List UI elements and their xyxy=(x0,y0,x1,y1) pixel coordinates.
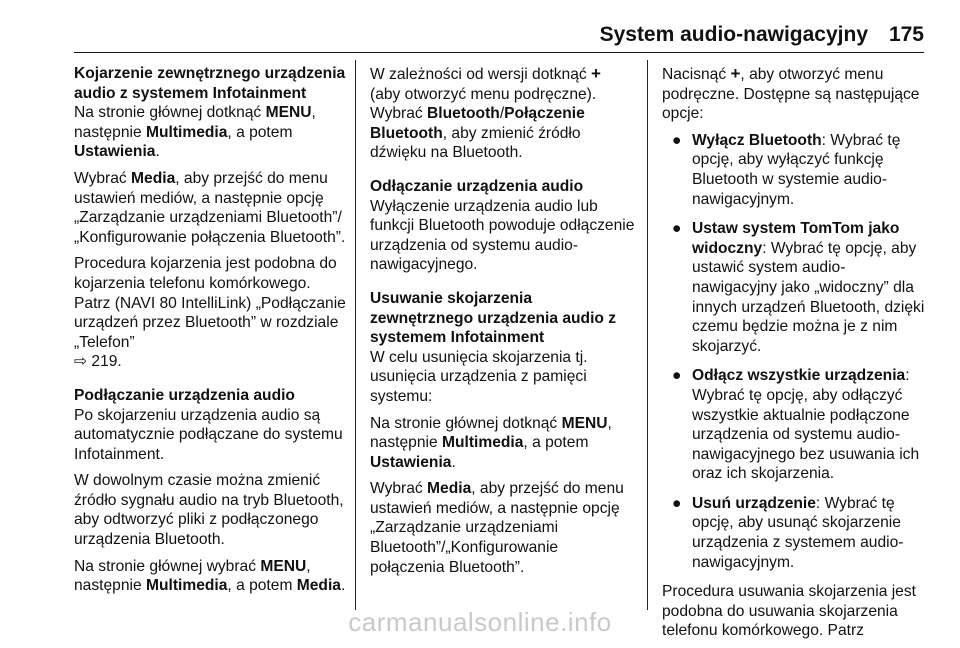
plus-icon: + xyxy=(591,64,601,83)
list-item: ● Wyłącz Bluetooth: Wybrać tę opcję, aby wyłączyć funkcję Bluetooth w systemie audio-nawigacyjnym. xyxy=(672,131,901,208)
section-heading: Podłączanie urządzenia audio xyxy=(74,386,295,404)
paragraph: W dowolnym czasie można zmienić źródło sygnału audio na tryb Bluetooth, aby odtworzyć pliki z podłączonego urządzenia Bluetooth. xyxy=(74,472,344,549)
paragraph: Procedura kojarzenia jest podobna do kojarzenia telefonu komórkowego. Patrz (NAVI 80 IntelliLink) „Podłączanie urządzeń przez Bluetooth” w rozdziale „Telefon” ⇨ 219. xyxy=(74,255,346,371)
header-rule xyxy=(74,52,924,53)
section-heading: Kojarzenie zewnętrznego urządzenia audio z systemem Infotainment xyxy=(74,65,346,102)
paragraph: Na stronie głównej wybrać MENU, następnie Multimedia, a potem Media. xyxy=(74,557,346,595)
page-reference: 219. xyxy=(87,353,122,371)
paragraph: Po skojarzeniu urządzenia audio są automatycznie podłączane do systemu Infotainment. xyxy=(74,406,343,463)
section-heading: Odłączanie urządzenia audio xyxy=(370,177,584,195)
bullet-icon: ● xyxy=(672,494,682,512)
list-item: ● Usuń urządzenie: Wybrać tę opcję, aby usunąć skojarzenie urządzenia z systemem audio-nawigacyjnym. xyxy=(672,494,904,571)
section-heading: Usuwanie skojarzenia zewnętrznego urządzenia audio z systemem Infotainment xyxy=(370,289,617,347)
bullet-icon: ● xyxy=(672,367,682,385)
column-1 xyxy=(74,64,350,603)
column-divider xyxy=(355,60,356,610)
paragraph: Na stronie głównej dotknąć MENU, następnie Multimedia, a potem Ustawienia. xyxy=(74,104,316,161)
bullet-icon: ● xyxy=(672,220,682,238)
paragraph: W zależności od wersji dotknąć + (aby otworzyć menu podręczne). Wybrać Bluetooth/Połączenie Bluetooth, aby zmienić źródło dźwięku na Bluetooth. xyxy=(370,64,601,162)
header-title: System audio-nawigacyjny xyxy=(599,23,868,46)
page-number: 175 xyxy=(888,23,924,46)
bullet-icon: ● xyxy=(672,131,682,149)
column-divider xyxy=(647,60,648,610)
options-list xyxy=(662,131,928,572)
list-item: ● Odłącz wszystkie urządzenia: Wybrać tę opcję, aby odłączyć wszystkie aktualnie podłączone urządzenia od systemu audio-nawigacyjnego bez usuwania ich oraz ich skojarzenia. xyxy=(672,367,920,483)
paragraph: Wybrać Media, aby przejść do menu ustawień mediów, a następnie opcję „Zarządzanie urządzeniami Bluetooth”/„Konfigurowanie połączenia Bluetooth”. xyxy=(74,169,346,246)
paragraph: Nacisnąć +, aby otworzyć menu podręczne. Dostępne są następujące opcje: xyxy=(662,64,920,123)
paragraph: Wybrać Media, aby przejść do menu ustawień mediów, a następnie opcję „Zarządzanie urządzeniami Bluetooth”/„Konfigurowanie połączenia Bluetooth”. xyxy=(370,480,624,576)
column-2 xyxy=(370,64,635,584)
watermark: carmanualsonline.info xyxy=(348,607,612,637)
page-header xyxy=(0,0,960,56)
page-ref-arrow-icon: ⇨ xyxy=(74,353,88,371)
paragraph: Procedura usuwania skojarzenia jest podobna do usuwania skojarzenia telefonu komórkowego. Patrz xyxy=(662,583,916,640)
column-3 xyxy=(662,64,928,648)
list-item: ● Ustaw system TomTom jako widoczny: Wybrać tę opcję, aby ustawić system audio-nawigacyjny jako „widoczny” dla innych urządzeń Bluetooth, dzięki czemu będzie można je z nim skojarzyć. xyxy=(672,220,925,355)
paragraph: Wyłączenie urządzenia audio lub funkcji Bluetooth powoduje odłączenie urządzenia od systemu audio-nawigacyjnego. xyxy=(370,197,635,274)
plus-icon: + xyxy=(730,64,741,83)
paragraph: W celu usunięcia skojarzenia tj. usunięcia urządzenia z pamięci systemu: xyxy=(370,348,588,405)
paragraph: Na stronie głównej dotknąć MENU, następnie Multimedia, a potem Ustawienia. xyxy=(370,414,612,471)
